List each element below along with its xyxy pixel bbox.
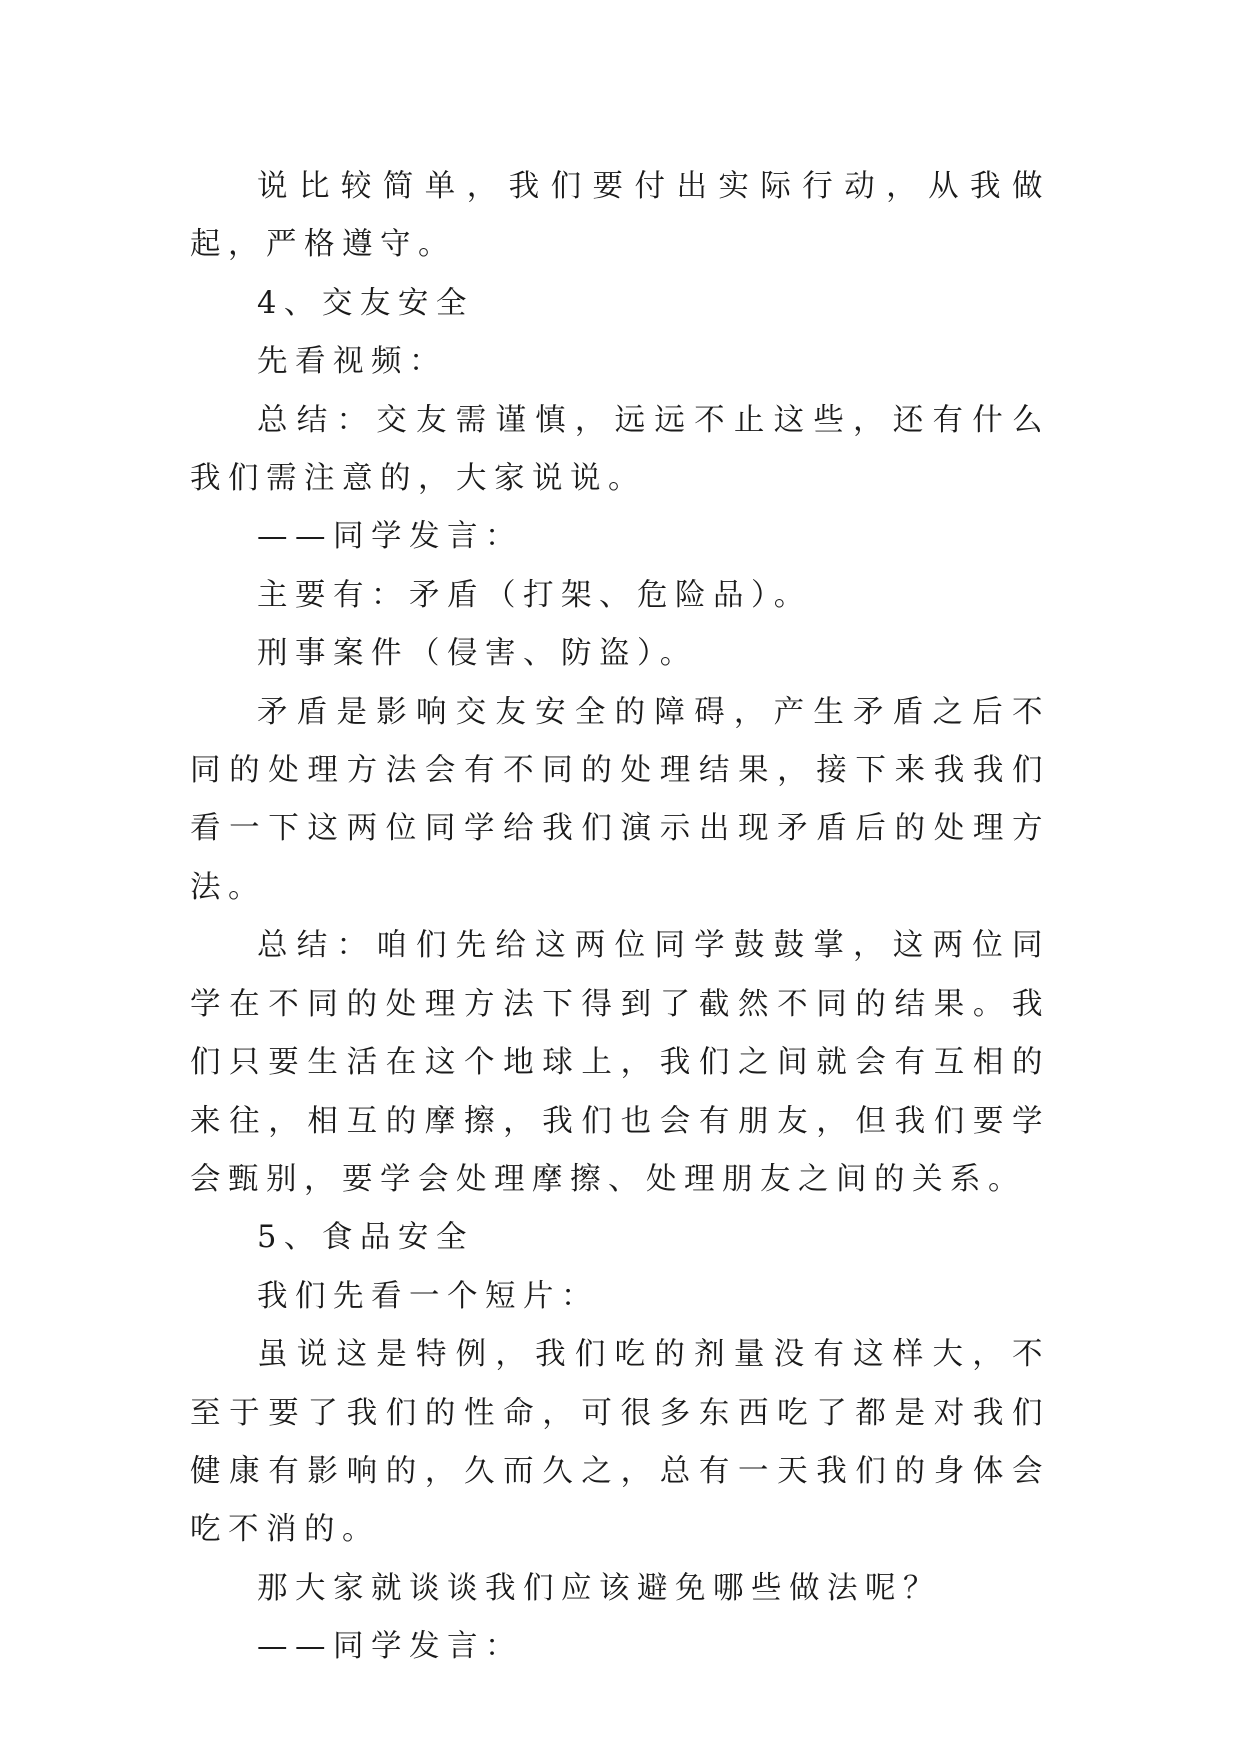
paragraph: 总结：交友需谨慎，远远不止这些，还有什么我们需注意的，大家说说。 bbox=[190, 402, 1050, 497]
document-body bbox=[190, 158, 1050, 1677]
paragraph: 那大家就谈谈我们应该避免哪些做法呢？ bbox=[257, 1570, 941, 1606]
paragraph: 总结：咱们先给这两位同学鼓鼓掌，这两位同学在不同的处理方法下得到了截然不同的结果。我们只要生活在这个地球上，我们之间就会有互相的来往，相互的摩擦，我们也会有朋友，但我们要学会甄别，要学会处理摩擦、处理朋友之间的关系。 bbox=[190, 928, 1050, 1197]
section-heading-friendship-safety: 4、交友安全 bbox=[257, 285, 474, 321]
section-heading-food-safety: 5、食品安全 bbox=[257, 1220, 474, 1256]
paragraph: 主要有：矛盾（打架、危险品）。 bbox=[257, 577, 812, 613]
paragraph: ——同学发言： bbox=[257, 1629, 523, 1665]
paragraph: 说比较简单，我们要付出实际行动，从我做起，严格遵守。 bbox=[190, 169, 1050, 263]
paragraph: ——同学发言： bbox=[257, 519, 523, 555]
paragraph: 矛盾是影响交友安全的障碍，产生矛盾之后不同的处理方法会有不同的处理结果，接下来我我们看一下这两位同学给我们演示出现矛盾后的处理方法。 bbox=[190, 694, 1050, 905]
paragraph: 虽说这是特例，我们吃的剂量没有这样大，不至于要了我们的性命，可很多东西吃了都是对我们健康有影响的，久而久之，总有一天我们的身体会吃不消的。 bbox=[190, 1337, 1050, 1548]
paragraph: 我们先看一个短片： bbox=[257, 1278, 599, 1314]
paragraph: 刑事案件（侵害、防盗）。 bbox=[257, 636, 698, 672]
paragraph: 先看视频： bbox=[257, 344, 447, 380]
